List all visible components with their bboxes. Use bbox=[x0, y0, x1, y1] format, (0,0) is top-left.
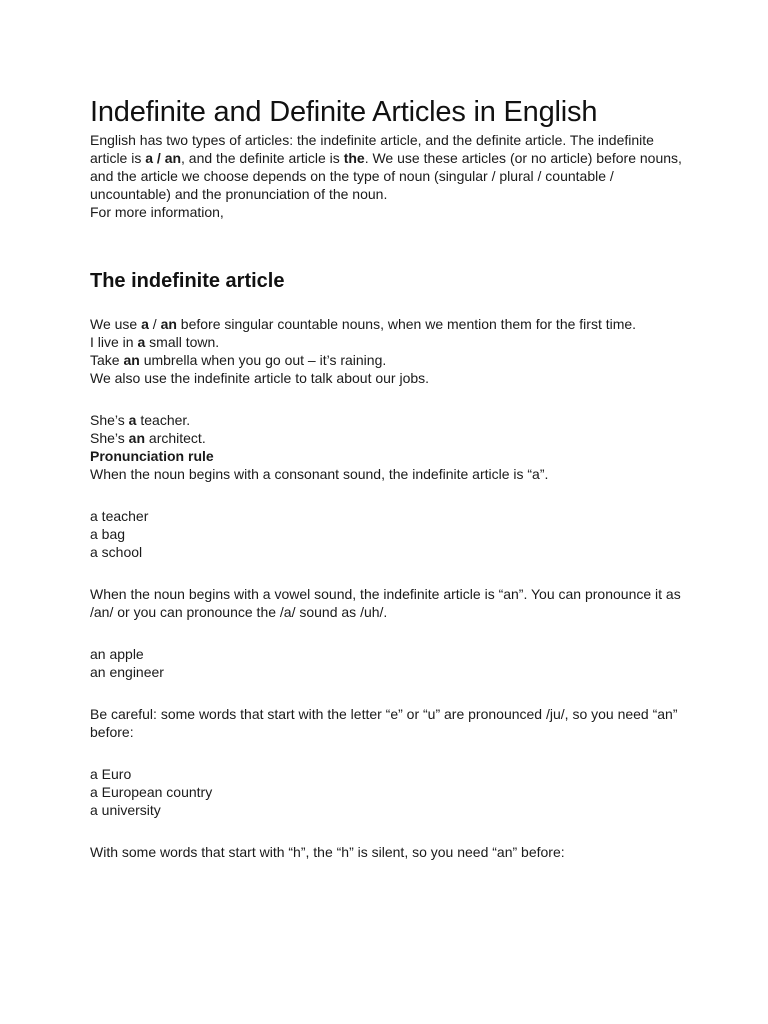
usage-text: / bbox=[148, 316, 161, 332]
example-text: She’s bbox=[90, 430, 129, 446]
list-item: a school bbox=[90, 544, 143, 560]
pronunciation-rule-heading: Pronunciation rule bbox=[90, 448, 214, 464]
example-text: teacher. bbox=[136, 412, 191, 428]
indefinite-usage-paragraph bbox=[90, 315, 690, 387]
h-rule-paragraph: With some words that start with “h”, the “h” is silent, so you need “an” before: bbox=[90, 844, 565, 860]
more-info-text: For more information, bbox=[90, 204, 224, 220]
list-item: an apple bbox=[90, 646, 144, 662]
intro-bold-a-an: a / an bbox=[145, 150, 182, 166]
list-item: a bag bbox=[90, 526, 126, 542]
usage-bold-a: a bbox=[141, 316, 149, 332]
jobs-text: We also use the indefinite article to talk about our jobs. bbox=[90, 370, 430, 386]
usage-text: before singular countable nouns, when we mention them for the first time. bbox=[176, 316, 637, 332]
consonant-rule-text: When the noun begins with a consonant sound, the indefinite article is “a”. bbox=[90, 466, 549, 482]
example-text: I live in bbox=[90, 334, 138, 350]
example-bold: a bbox=[137, 334, 146, 350]
usage-bold-an: an bbox=[160, 316, 177, 332]
section-heading-indefinite: The indefinite article bbox=[90, 270, 285, 292]
example-bold: a bbox=[128, 412, 137, 428]
list-item: a European country bbox=[90, 784, 213, 800]
intro-text: . We use these articles (or no article) before nouns, and the article we choose depends on the type of noun (singular / plural / countable / uncountable) and the pronunciation of the noun. bbox=[90, 150, 682, 202]
intro-paragraph bbox=[90, 131, 690, 221]
list-item: a Euro bbox=[90, 766, 132, 782]
example-bold: an bbox=[128, 430, 146, 446]
document-page bbox=[90, 95, 690, 861]
careful-paragraph: Be careful: some words that start with the letter “e” or “u” are pronounced /ju/, so you need “an” before: bbox=[90, 706, 678, 740]
intro-bold-the: the bbox=[343, 150, 365, 166]
example-text: Take bbox=[90, 352, 124, 368]
example-bold: an bbox=[123, 352, 140, 368]
list-item: an engineer bbox=[90, 664, 164, 680]
usage-text: We use bbox=[90, 316, 142, 332]
consonant-examples-list bbox=[90, 507, 690, 561]
example-text: small town. bbox=[145, 334, 220, 350]
list-item: a teacher bbox=[90, 508, 149, 524]
example-text: umbrella when you go out – it’s raining. bbox=[139, 352, 387, 368]
careful-examples-list bbox=[90, 765, 690, 819]
list-item: a university bbox=[90, 802, 161, 818]
vowel-examples-list bbox=[90, 645, 690, 681]
intro-text: , and the definite article is bbox=[181, 150, 344, 166]
intro-text: English has two types of articles: the indefinite article, and the definite article. The indefinite article is bbox=[90, 132, 654, 166]
example-text: She’s bbox=[90, 412, 129, 428]
vowel-rule-paragraph: When the noun begins with a vowel sound, the indefinite article is “an”. You can pronounce it as /an/ or you can pronounce the /a/ sound as /uh/. bbox=[90, 586, 681, 620]
example-text: architect. bbox=[145, 430, 206, 446]
jobs-examples-paragraph bbox=[90, 411, 690, 483]
page-title: Indefinite and Definite Articles in English bbox=[90, 96, 598, 128]
